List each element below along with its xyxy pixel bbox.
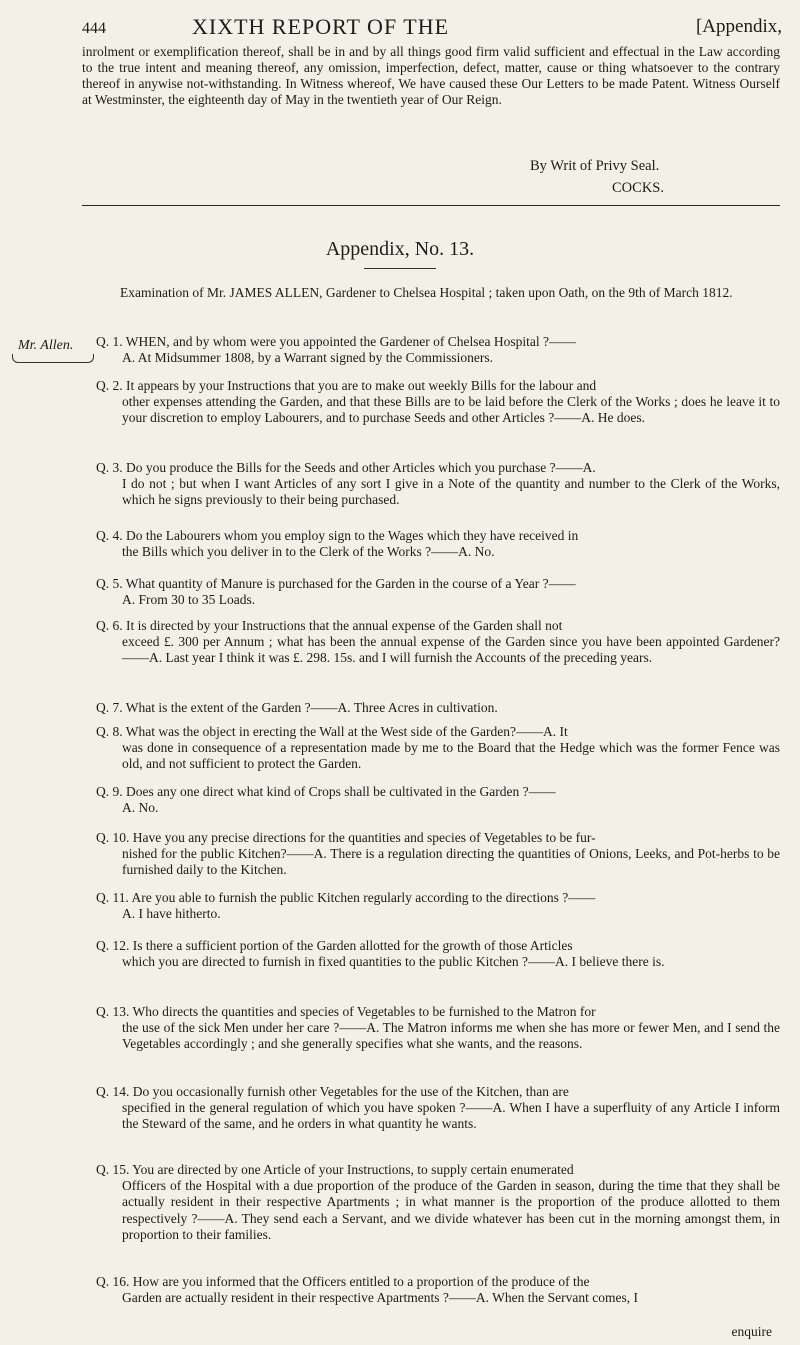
patent-closing-paragraph: inrolment or exemplification thereof, shall be in and by all things good firm valid sufficient and effectual in the Law according to the true intent and meaning thereof, any omission, imperfection, defect, matter, cause or thing whatsoever to the contrary thereof in anywise not-withstanding. In Witness whereof, We have caused these Our Letters to be made Patent. Witness Ourself at Westminster, the eighteenth day of May in the twentieth year of Our Reign. bbox=[82, 44, 780, 107]
qa-item: Q. 6. It is directed by your Instructions that the annual expense of the Garden shall not exceed £. 300 per Annum ; what has been the annual expense of the Garden since you have been appointed Gardener?——A. Last year I think it was £. 298. 15s. and I will furnish the Accounts of the preceding years. bbox=[96, 618, 780, 666]
qa-item: Q. 7. What is the extent of the Garden ?——A. Three Acres in cultivation. bbox=[96, 700, 498, 715]
qa-item: Q. 10. Have you any precise directions for the quantities and species of Vegetables to be fur- nished for the public Kitchen?——A. There is a regulation directing the quantities of Onions, Leeks, and Pot-herbs to be furnished daily to the Kitchen. bbox=[96, 830, 780, 878]
appendix-title: Appendix, No. 13. bbox=[325, 238, 475, 260]
qa-item: Q. 2. It appears by your Instructions that you are to make out weekly Bills for the labour and other expenses attending the Garden, and that these Bills are to be laid before the Clerk of the Works ; does he leave it to your discretion to employ Labourers, and to purchase Seeds and other Articles ?——A. He does. bbox=[96, 378, 780, 426]
qa-item: Q. 4. Do the Labourers whom you employ sign to the Wages which they have received in the Bills which you deliver in to the Clerk of the Works ?——A. No. bbox=[96, 528, 579, 560]
title-underline bbox=[364, 268, 436, 269]
running-title: XIXTH REPORT OF THE bbox=[192, 14, 450, 39]
signature-name: COCKS. bbox=[612, 180, 664, 196]
section-divider bbox=[82, 205, 780, 206]
qa-item: Q. 12. Is there a sufficient portion of the Garden allotted for the growth of those Articles which you are directed to furnish in fixed quantities to the public Kitchen ?——A. I believe there is. bbox=[96, 938, 665, 970]
signature-line: By Writ of Privy Seal. bbox=[530, 158, 660, 174]
margin-note: Mr. Allen. bbox=[18, 338, 74, 353]
qa-item: Q. 8. What was the object in erecting the Wall at the West side of the Garden?——A. It was done in consequence of a representation made by me to the Board that the Hedge which was the former Fence was old, and not sufficient to protect the Garden. bbox=[96, 724, 780, 772]
qa-item: Q. 5. What quantity of Manure is purchased for the Garden in the course of a Year ?—— A. From 30 to 35 Loads. bbox=[96, 576, 576, 608]
examination-intro: Examination of Mr. JAMES ALLEN, Gardener to Chelsea Hospital ; taken upon Oath, on the 9th of March 1812. bbox=[120, 285, 733, 300]
qa-item: Q. 3. Do you produce the Bills for the Seeds and other Articles which you purchase ?——A. I do not ; but when I want Articles of any sort I give in a Note of the quantity and number to the Clerk of the Works, which he signs previously to their being purchased. bbox=[96, 460, 780, 508]
margin-brace bbox=[12, 354, 94, 363]
page-number: 444 bbox=[82, 20, 106, 37]
qa-item: Q. 14. Do you occasionally furnish other Vegetables for the use of the Kitchen, than are specified in the general regulation of which you have spoken ?——A. When I have a superfluity of any Article I inform the Steward of the same, and he orders in what quantity he wants. bbox=[96, 1084, 780, 1132]
qa-item: Q. 16. How are you informed that the Officers entitled to a proportion of the produce of the Garden are actually resident in their respective Apartments ?——A. When the Servant comes, I bbox=[96, 1274, 638, 1306]
qa-item: Q. 1. WHEN, and by whom were you appointed the Gardener of Chelsea Hospital ?—— A. At Midsummer 1808, by a Warrant signed by the Commissioners. bbox=[96, 334, 577, 366]
qa-item: Q. 11. Are you able to furnish the public Kitchen regularly according to the directions ?—— A. I have hitherto. bbox=[96, 890, 596, 922]
catchword: enquire bbox=[731, 1324, 772, 1339]
page-header bbox=[82, 14, 782, 38]
section-label: [Appendix, bbox=[695, 16, 782, 37]
qa-item: Q. 15. You are directed by one Article of your Instructions, to supply certain enumerated Officers of the Hospital with a due proportion of the produce of the Garden in season, during the time that they shall be actually resident in their respective Apartments ; in what manner is the proportion of the produce allotted to them respectively ?——A. They send each a Servant, and we divide whatever has been cut in the morning amongst them, in proportion to their families. bbox=[96, 1162, 780, 1242]
qa-item: Q. 9. Does any one direct what kind of Crops shall be cultivated in the Garden ?—— A. No. bbox=[96, 784, 556, 816]
qa-item: Q. 13. Who directs the quantities and species of Vegetables to be furnished to the Matron for the use of the sick Men under her care ?——A. The Matron informs me when she has more or fewer Men, and I send the Vegetables accordingly ; and she generally specifies what she wants, and the reasons. bbox=[96, 1004, 780, 1052]
